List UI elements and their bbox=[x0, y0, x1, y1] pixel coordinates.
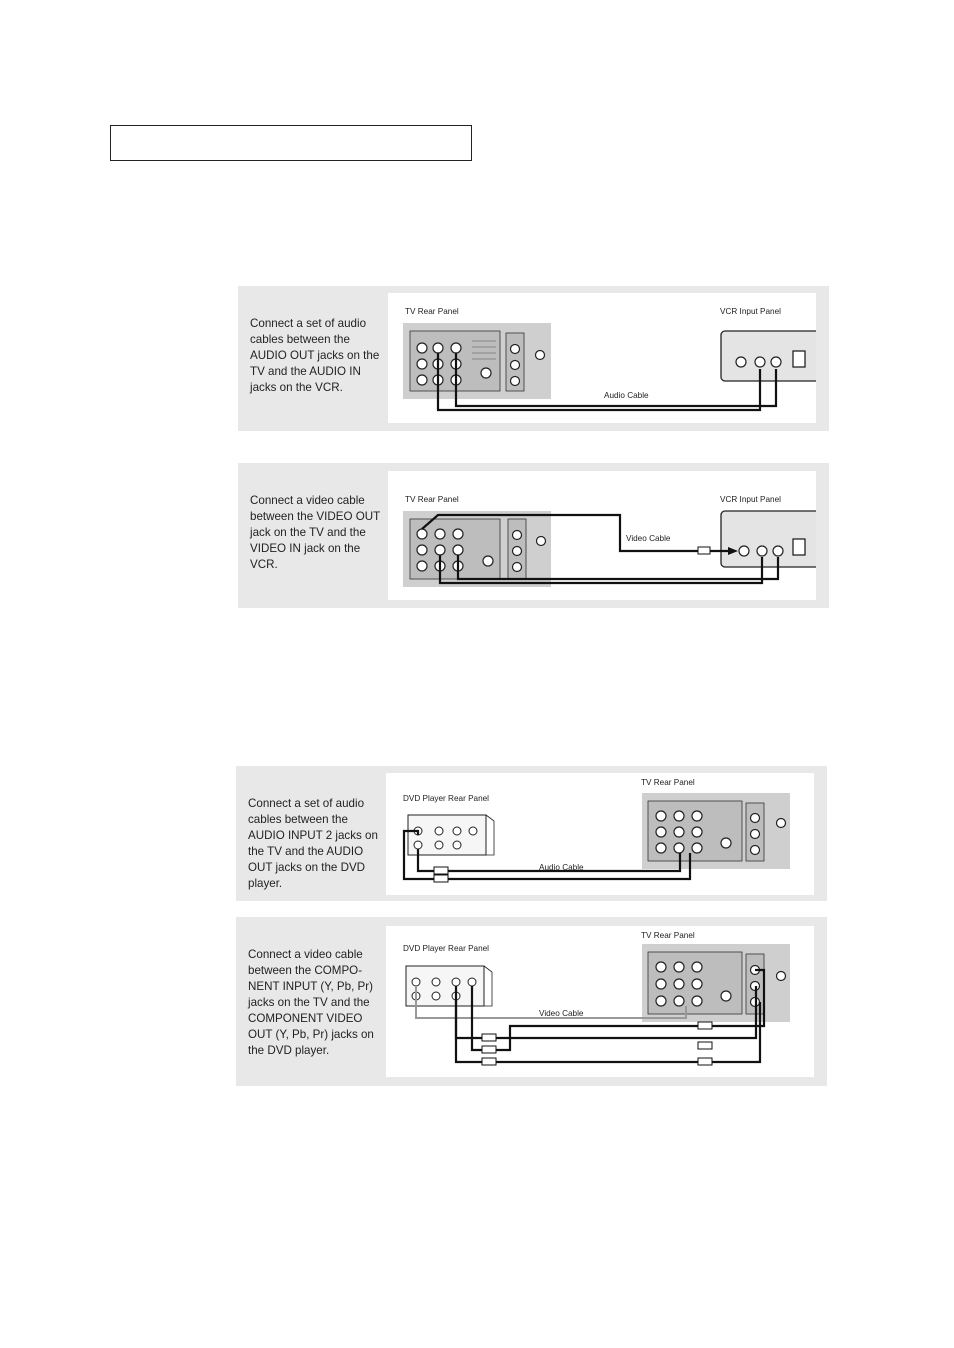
instruction-text: Connect a video cable between the VIDEO OUT jack on the TV and the VIDEO IN jack on the VCR. bbox=[250, 494, 381, 571]
diagram-right-label: TV Rear Panel bbox=[641, 931, 695, 940]
panel-tv-vcr-audio bbox=[238, 286, 829, 431]
connection-diagram bbox=[386, 773, 814, 895]
diagram-graphic bbox=[388, 471, 816, 600]
diagram-left-label: TV Rear Panel bbox=[405, 495, 459, 504]
connection-diagram bbox=[388, 293, 816, 423]
cable-label: Video Cable bbox=[626, 534, 671, 543]
cable-label: Audio Cable bbox=[539, 863, 584, 872]
diagram-left-label: DVD Player Rear Panel bbox=[403, 944, 490, 953]
instruction-text: Connect a video cable between the COMPO- NENT INPUT (Y, Pb, Pr) jacks on the TV and the COMPONENT VIDEO OUT (Y, Pb, Pr) jacks on the DVD player. bbox=[248, 948, 374, 1057]
diagram-right-label: VCR Input Panel bbox=[720, 307, 781, 316]
cable-label: Video Cable bbox=[539, 1009, 584, 1018]
instruction-text: Connect a set of audio cables between the AUDIO OUT jacks on the TV and the AUDIO IN jacks on the VCR. bbox=[250, 317, 380, 394]
diagram-left-label: TV Rear Panel bbox=[405, 307, 459, 316]
diagram-right-label: TV Rear Panel bbox=[641, 778, 695, 787]
diagram-left-label: DVD Player Rear Panel bbox=[403, 794, 490, 803]
instruction-text: Connect a set of audio cables between the AUDIO INPUT 2 jacks on the TV and the AUDIO OUT jacks on the DVD player. bbox=[248, 797, 378, 890]
panel-dvd-audio bbox=[236, 766, 827, 901]
diagram-graphic bbox=[386, 773, 814, 895]
connection-diagram bbox=[386, 926, 814, 1077]
connection-diagram bbox=[388, 471, 816, 600]
diagram-right-label: VCR Input Panel bbox=[720, 495, 781, 504]
panel-dvd-component-video bbox=[236, 917, 827, 1086]
section-title-box bbox=[110, 125, 472, 161]
panel-tv-vcr-video bbox=[238, 463, 829, 608]
cable-label: Audio Cable bbox=[604, 391, 649, 400]
